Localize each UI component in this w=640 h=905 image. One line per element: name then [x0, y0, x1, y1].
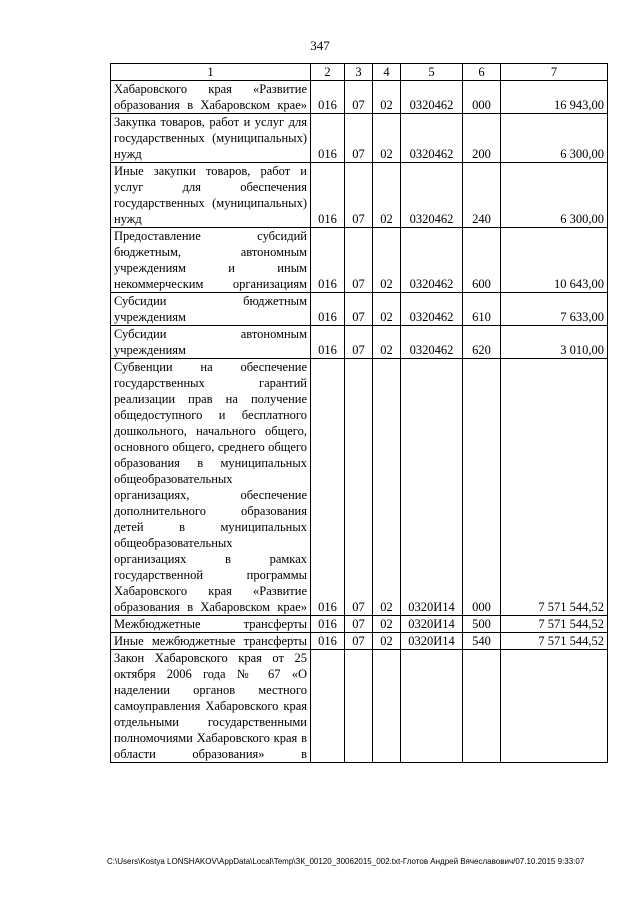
amount-cell: 7 571 544,52	[501, 359, 608, 616]
section-cell: 07	[345, 616, 373, 633]
expense-type-cell: 500	[463, 616, 501, 633]
amount-cell: 6 300,00	[501, 114, 608, 163]
target-article-cell: 0320462	[401, 326, 463, 359]
code-cell: 016	[311, 616, 345, 633]
header-row	[111, 64, 608, 81]
code-cell: 016	[311, 359, 345, 616]
table-row	[111, 633, 608, 650]
table-row	[111, 616, 608, 633]
amount-cell	[501, 650, 608, 763]
amount-cell: 7 571 544,52	[501, 616, 608, 633]
page-number: 347	[310, 38, 330, 53]
subsection-cell: 02	[373, 359, 401, 616]
code-cell: 016	[311, 114, 345, 163]
code-cell	[311, 650, 345, 763]
row-description: Межбюджетные трансферты	[111, 616, 311, 633]
subsection-cell: 02	[373, 633, 401, 650]
subsection-cell: 02	[373, 114, 401, 163]
row-description: Субсидии бюджетным учреждениям	[111, 293, 311, 326]
amount-cell: 10 643,00	[501, 228, 608, 293]
code-cell: 016	[311, 326, 345, 359]
subsection-cell: 02	[373, 293, 401, 326]
column-header: 3	[345, 64, 373, 81]
subsection-cell	[373, 650, 401, 763]
target-article-cell: 0320462	[401, 81, 463, 114]
section-cell: 07	[345, 293, 373, 326]
row-description: Закупка товаров, работ и услуг для государственных (муниципальных) нужд	[111, 114, 311, 163]
row-description: Иные межбюджетные трансферты	[111, 633, 311, 650]
amount-cell: 3 010,00	[501, 326, 608, 359]
column-header: 7	[501, 64, 608, 81]
subsection-cell: 02	[373, 163, 401, 228]
code-cell: 016	[311, 633, 345, 650]
code-cell: 016	[311, 228, 345, 293]
budget-table	[110, 63, 608, 763]
target-article-cell: 0320И14	[401, 633, 463, 650]
expense-type-cell: 200	[463, 114, 501, 163]
row-description: Предоставление субсидий бюджетным, автономным учреждениям и иным некоммерческим организациям	[111, 228, 311, 293]
column-header: 2	[311, 64, 345, 81]
subsection-cell: 02	[373, 616, 401, 633]
table-row	[111, 81, 608, 114]
table-row	[111, 650, 608, 763]
subsection-cell: 02	[373, 81, 401, 114]
expense-type-cell	[463, 650, 501, 763]
section-cell: 07	[345, 81, 373, 114]
section-cell: 07	[345, 359, 373, 616]
target-article-cell: 0320462	[401, 293, 463, 326]
column-header: 5	[401, 64, 463, 81]
table-row	[111, 293, 608, 326]
section-cell: 07	[345, 633, 373, 650]
row-description: Хабаровского края «Развитие образования в Хабаровском крае»	[111, 81, 311, 114]
expense-type-cell: 600	[463, 228, 501, 293]
target-article-cell	[401, 650, 463, 763]
target-article-cell: 0320462	[401, 163, 463, 228]
target-article-cell: 0320462	[401, 114, 463, 163]
file-path-footer: C:\Users\Kostya LONSHAKOV\AppData\Local\Temp\ЗК_00120_30062015_002.txt-Глотов Андрей Вячеславович/07.10.2015 9:33:07	[107, 857, 585, 866]
table-row	[111, 326, 608, 359]
column-header: 1	[111, 64, 311, 81]
amount-cell: 16 943,00	[501, 81, 608, 114]
row-description: Закон Хабаровского края от 25 октября 2006 года № 67 «О наделении органов местного самоуправления Хабаровского края отдельными государственными полномочиями Хабаровского края в области образования» в	[111, 650, 311, 763]
column-header: 4	[373, 64, 401, 81]
amount-cell: 7 633,00	[501, 293, 608, 326]
section-cell: 07	[345, 114, 373, 163]
expense-type-cell: 620	[463, 326, 501, 359]
section-cell: 07	[345, 228, 373, 293]
table-row	[111, 163, 608, 228]
table-row	[111, 359, 608, 616]
code-cell: 016	[311, 81, 345, 114]
row-description: Субсидии автономным учреждениям	[111, 326, 311, 359]
row-description: Иные закупки товаров, работ и услуг для обеспечения государственных (муниципальных) нужд	[111, 163, 311, 228]
code-cell: 016	[311, 293, 345, 326]
expense-type-cell: 000	[463, 359, 501, 616]
subsection-cell: 02	[373, 326, 401, 359]
expense-type-cell: 610	[463, 293, 501, 326]
section-cell: 07	[345, 326, 373, 359]
expense-type-cell: 240	[463, 163, 501, 228]
target-article-cell: 0320462	[401, 228, 463, 293]
code-cell: 016	[311, 163, 345, 228]
amount-cell: 7 571 544,52	[501, 633, 608, 650]
table-row	[111, 228, 608, 293]
target-article-cell: 0320И14	[401, 616, 463, 633]
amount-cell: 6 300,00	[501, 163, 608, 228]
row-description: Субвенции на обеспечение государственных гарантий реализации прав на получение общедоступного и бесплатного дошкольного, начального общего, основного общего, среднего общего образования в муниципальных общеобразовательных организациях, обеспечение дополнительного образования детей в муниципальных общеобразовательных организациях в рамках государственной программы Хабаровского края «Развитие образования в Хабаровском крае»	[111, 359, 311, 616]
column-header: 6	[463, 64, 501, 81]
subsection-cell: 02	[373, 228, 401, 293]
expense-type-cell: 540	[463, 633, 501, 650]
section-cell: 07	[345, 163, 373, 228]
section-cell	[345, 650, 373, 763]
expense-type-cell: 000	[463, 81, 501, 114]
table-row	[111, 114, 608, 163]
target-article-cell: 0320И14	[401, 359, 463, 616]
